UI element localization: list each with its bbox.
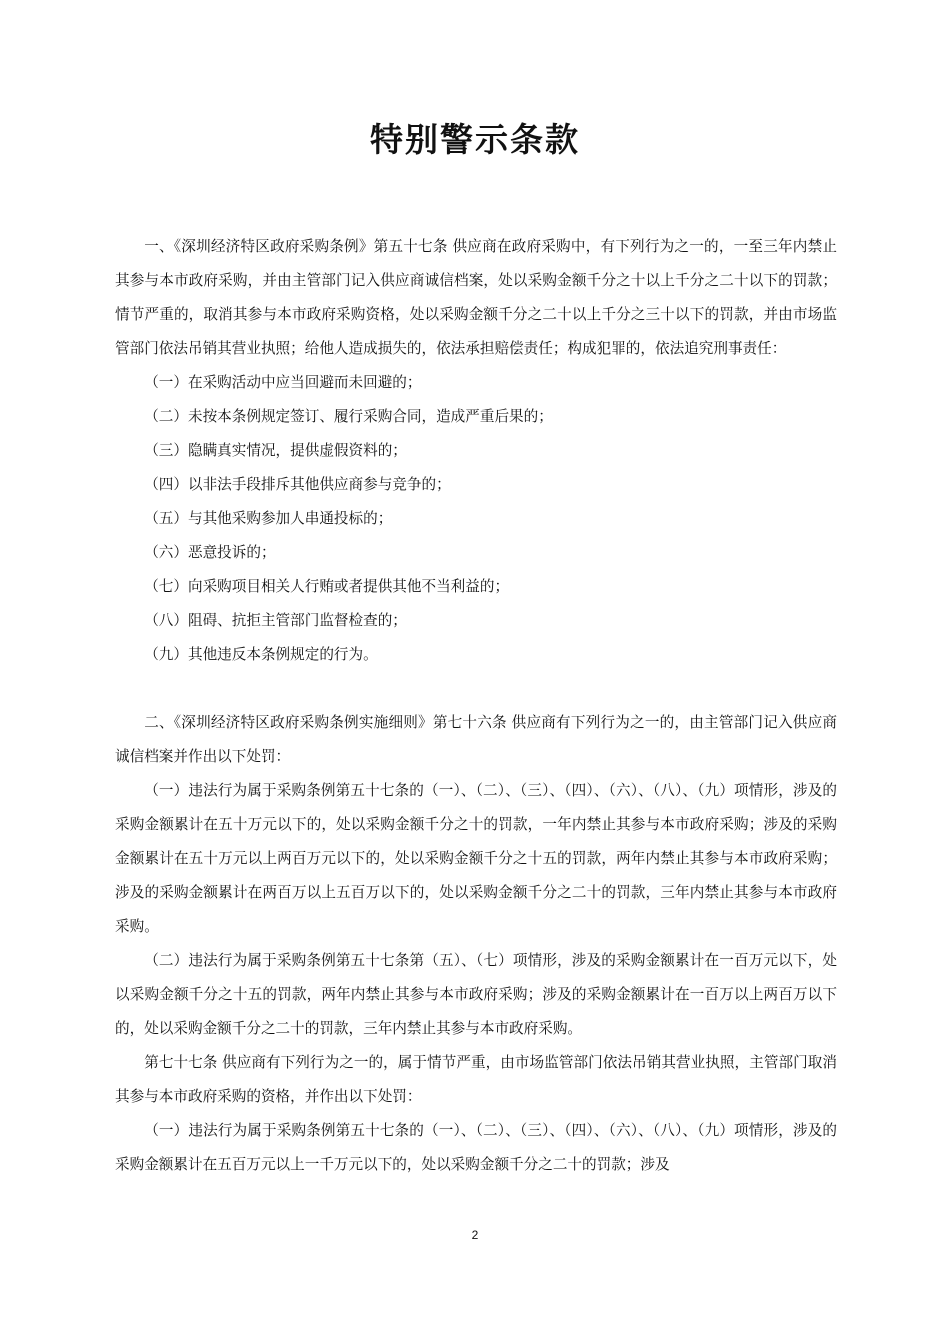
list-item-4: （四）以非法手段排斥其他供应商参与竞争的；	[144, 476, 451, 493]
paragraph-article-76-item-1: （一）违法行为属于采购条例第五十七条的（一）、（二）、（三）、（四）、（六）、（八）、（九）项情形，涉及的采购金额累计在五十万元以下的，处以采购金额千分之十的罚款，一年内禁止其参与本市政府采购；涉及的采购金额累计在五十万元以上两百万元以下的，处以采购金额千分之十五的罚款，两年内禁止其参与本市政府采购；涉及的采购金额累计在两百万以上五百万以下的，处以采购金额千分之二十的罚款，三年内禁止其参与本市政府采购。	[115, 782, 837, 935]
list-item-3: （三）隐瞒真实情况，提供虚假资料的；	[144, 442, 407, 459]
paragraph-article-76-intro: 二、《深圳经济特区政府采购条例实施细则》第七十六条 供应商有下列行为之一的，由主管部门记入供应商诚信档案并作出以下处罚：	[115, 714, 837, 765]
paragraph-article-57-intro: 一、《深圳经济特区政府采购条例》第五十七条 供应商在政府采购中，有下列行为之一的，一至三年内禁止其参与本市政府采购，并由主管部门记入供应商诚信档案，处以采购金额千分之十以上千分之二十以下的罚款；情节严重的，取消其参与本市政府采购资格，处以采购金额千分之二十以上千分之三十以下的罚款，并由市场监管部门依法吊销其营业执照；给他人造成损失的，依法承担赔偿责任；构成犯罪的，依法追究刑事责任：	[115, 238, 837, 357]
list-item-6: （六）恶意投诉的；	[144, 544, 276, 561]
list-item-1: （一）在采购活动中应当回避而未回避的；	[144, 374, 422, 391]
page-title: 特别警示条款	[370, 120, 580, 159]
page-number: 2	[471, 1228, 479, 1242]
paragraph-article-77-item-1: （一）违法行为属于采购条例第五十七条的（一）、（二）、（三）、（四）、（六）、（八）、（九）项情形，涉及的采购金额累计在五百万元以上一千万元以下的，处以采购金额千分之二十的罚款；涉及	[115, 1122, 837, 1173]
list-item-2: （二）未按本条例规定签订、履行采购合同，造成严重后果的；	[144, 408, 553, 425]
list-item-8: （八）阻碍、抗拒主管部门监督检查的；	[144, 612, 407, 629]
paragraph-article-76-item-2: （二）违法行为属于采购条例第五十七条第（五）、（七）项情形，涉及的采购金额累计在一百万元以下，处以采购金额千分之十五的罚款，两年内禁止其参与本市政府采购；涉及的采购金额累计在一百万以上两百万以下的，处以采购金额千分之二十的罚款，三年内禁止其参与本市政府采购。	[115, 952, 837, 1037]
paragraph-article-77-intro: 第七十七条 供应商有下列行为之一的，属于情节严重，由市场监管部门依法吊销其营业执照，主管部门取消其参与本市政府采购的资格，并作出以下处罚：	[115, 1054, 837, 1105]
list-item-5: （五）与其他采购参加人串通投标的；	[144, 510, 393, 527]
list-item-7: （七）向采购项目相关人行贿或者提供其他不当利益的；	[144, 578, 510, 595]
list-item-9: （九）其他违反本条例规定的行为。	[144, 646, 378, 663]
document-body	[115, 230, 837, 1182]
